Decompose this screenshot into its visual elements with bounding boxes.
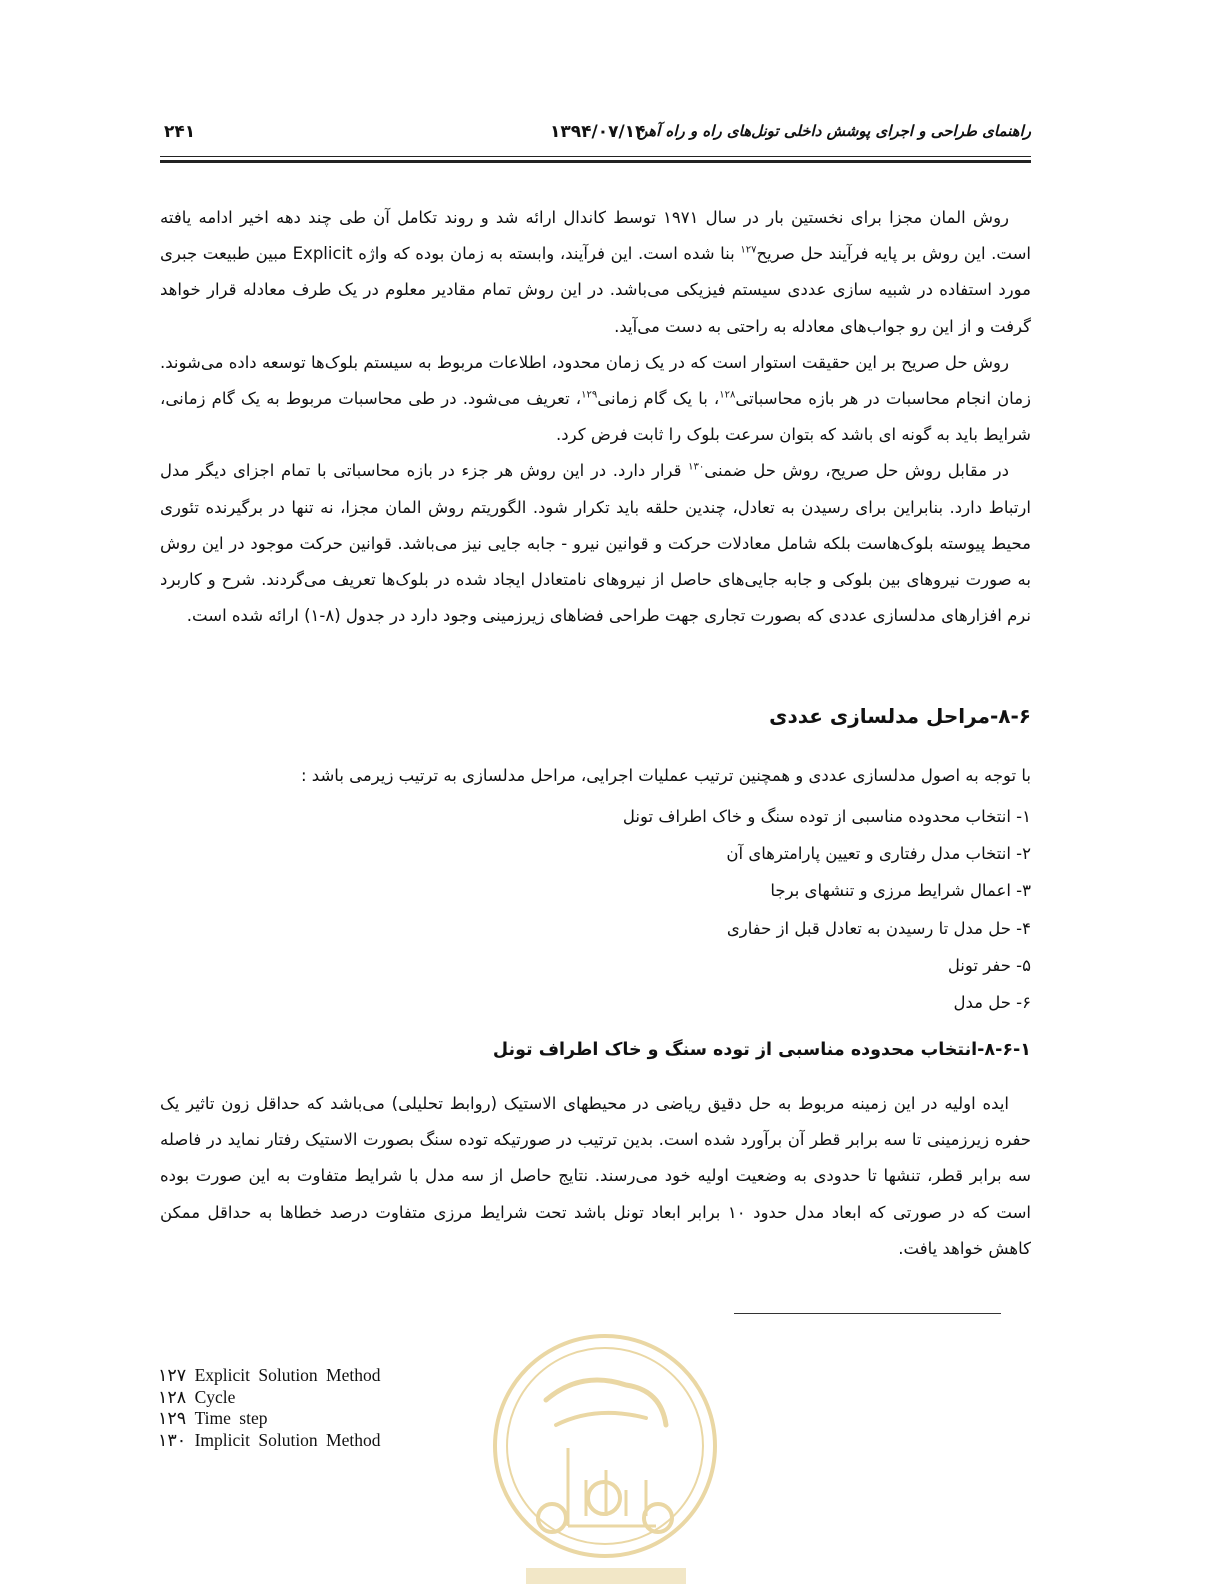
footnote-128 <box>158 1387 381 1409</box>
page-number: ۲۴۱ <box>164 122 196 142</box>
footnotes <box>158 1365 381 1451</box>
header-title: راهنمای طراحی و اجرای پوشش داخلی تونل‌های راه و راه آهن <box>636 122 1031 140</box>
footnote-text: Implicit Solution Method <box>194 1429 381 1450</box>
footnote-ref-127[interactable]: ۱۲۷ <box>740 244 757 256</box>
paragraph-3-part-b: قرار دارد. در این روش هر جزء در بازه محاسباتی با تمام اجزای دیگر مدل ارتباط دارد. بنابراین برای رسیدن به تعادل، چندین حلقه باید تکرار شود. الگوریتم روش المان مجزا، نه تنها در برگیرنده تئوری محیط پیوسته بلوک‌هاست بلکه شامل معادلات حرکت و قوانین نیرو - جابه جایی نیز می‌باشد. قوانین حرکت موجود در این روش به صورت نیروهای بین بلوکی و جابه جایی‌های حاصل از نیروهای نامتعادل ایجاد شده در بلوک‌ها تعریف می‌گردند. شرح و کاربرد نرم افزارهای مدلسازی عددی که بصورت تجاری جهت طراحی فضاهای زیرزمینی وجود دارد در جدول (۸-۱) ارائه شده است. <box>160 461 1031 626</box>
footnote-ref-130[interactable]: ۱۳۰ <box>688 461 705 473</box>
footnote-ref-129[interactable]: ۱۲۹ <box>581 389 598 401</box>
list-item: ۶- حل مدل <box>953 993 1031 1013</box>
footnote-number: ۱۲۹ <box>158 1408 187 1428</box>
paragraph-2-part-b: ، با یک گام زمانی <box>597 389 720 409</box>
paragraph-2-part-a: روش حل صریح بر این حقیقت استوار است که در یک زمان محدود، اطلاعات مربوط به سیستم بلوک‌ها توسعه داده می‌شوند. زمان انجام محاسبات در هر بازه محاسباتی <box>160 352 1032 409</box>
footnote-ref-128[interactable]: ۱۲۸ <box>719 389 736 401</box>
section-intro: با توجه به اصول مدلسازی عددی و همچنین ترتیب عملیات اجرایی، مراحل مدلسازی به ترتیب زیرمی باشد : <box>301 766 1031 785</box>
watermark-stamp <box>486 1330 724 1584</box>
paragraph-2-part-c: ، تعریف می‌شود. در طی محاسبات مربوط به یک گام زمانی، شرایط باید به گونه ای باشد که بتوان سرعت بلوک را ثابت فرض کرد. <box>160 389 1031 445</box>
footnote-number: ۱۲۷ <box>158 1365 187 1385</box>
footnote-number: ۱۲۸ <box>158 1386 187 1407</box>
header-rule-thick <box>160 160 1031 163</box>
footnote-130 <box>158 1430 381 1452</box>
header-rule-thin <box>160 156 1031 157</box>
paragraph-4: ایده اولیه در این زمینه مربوط به حل دقیق ریاضی در محیطهای الاستیک (روابط تحلیلی) می‌باشد که حداقل زون تاثیر یک حفره زیرزمینی تا سه برابر قطر آن برآورد شده است. بدین ترتیب در صورتیکه توده سنگ بصورت الاستیک رفتار نماید در فاصله سه برابر قطر، تنشها تا حدودی به وضعیت اولیه خود می‌رسند. نتایج حاصل از سه مدل با شرایط متفاوت به این صورت بوده است که در صورتی که ابعاد مدل حدود ۱۰ برابر ابعاد تونل باشد تحت شرایط مرزی متفاوت درصد خطاها به حداقل ممکن کاهش خواهد یافت. <box>160 1094 1031 1258</box>
footnote-text: Time step <box>194 1408 268 1428</box>
header-date: ۱۳۹۴/۰۷/۱۴ <box>550 122 646 142</box>
subsection-heading: ۸-۶-۱-انتخاب محدوده مناسبی از توده سنگ و خاک اطراف تونل <box>492 1040 1031 1060</box>
list-item: ۴- حل مدل تا رسیدن به تعادل قبل از حفاری <box>726 918 1031 938</box>
paragraph-3-part-a: در مقابل روش حل صریح، روش حل ضمنی <box>704 461 1009 481</box>
paragraph-3 <box>160 453 1031 634</box>
footnote-129 <box>158 1408 381 1430</box>
modeling-steps-list <box>623 798 1031 1021</box>
footnote-separator <box>734 1313 1001 1314</box>
list-item: ۱- انتخاب محدوده مناسبی از توده سنگ و خاک اطراف تونل <box>622 807 1031 826</box>
footnote-text: Explicit Solution Method <box>194 1365 381 1385</box>
list-item: ۳- اعمال شرایط مرزی و تنشهای برجا <box>770 881 1031 901</box>
page-header <box>160 122 1031 148</box>
paragraph-2 <box>160 345 1031 454</box>
paragraph-1-part-a: روش المان مجزا برای نخستین بار در سال ۱۹۷۱ توسط کاندال ارائه شد و روند تکامل آن طی چند دهه اخیر ادامه یافته است. این روش بر پایه فرآیند حل صریح <box>160 208 1031 264</box>
footnote-127 <box>158 1365 381 1387</box>
footnote-number: ۱۳۰ <box>158 1429 187 1450</box>
list-item: ۲- انتخاب مدل رفتاری و تعیین پارامترهای آن <box>726 844 1031 864</box>
paragraph-group-top <box>160 200 1031 634</box>
section-heading: ۸-۶-مراحل مدلسازی عددی <box>769 704 1031 728</box>
list-item: ۵- حفر تونل <box>947 955 1031 975</box>
paragraph-group-bottom <box>160 1086 1031 1267</box>
paragraph-1 <box>160 200 1031 345</box>
paragraph-1-part-b: بنا شده است. این فرآیند، وابسته به زمان بوده که واژه Explicit مبین طبیعت جبری مورد استفاده در شبیه سازی عددی سیستم فیزیکی می‌باشد. در این روش تمام مقادیر معلوم در یک طرف معادله قرار خواهد گرفت و از این رو جواب‌های معادله به راحتی به دست می‌آید. <box>160 244 1031 336</box>
footnote-text: Cycle <box>194 1386 236 1407</box>
